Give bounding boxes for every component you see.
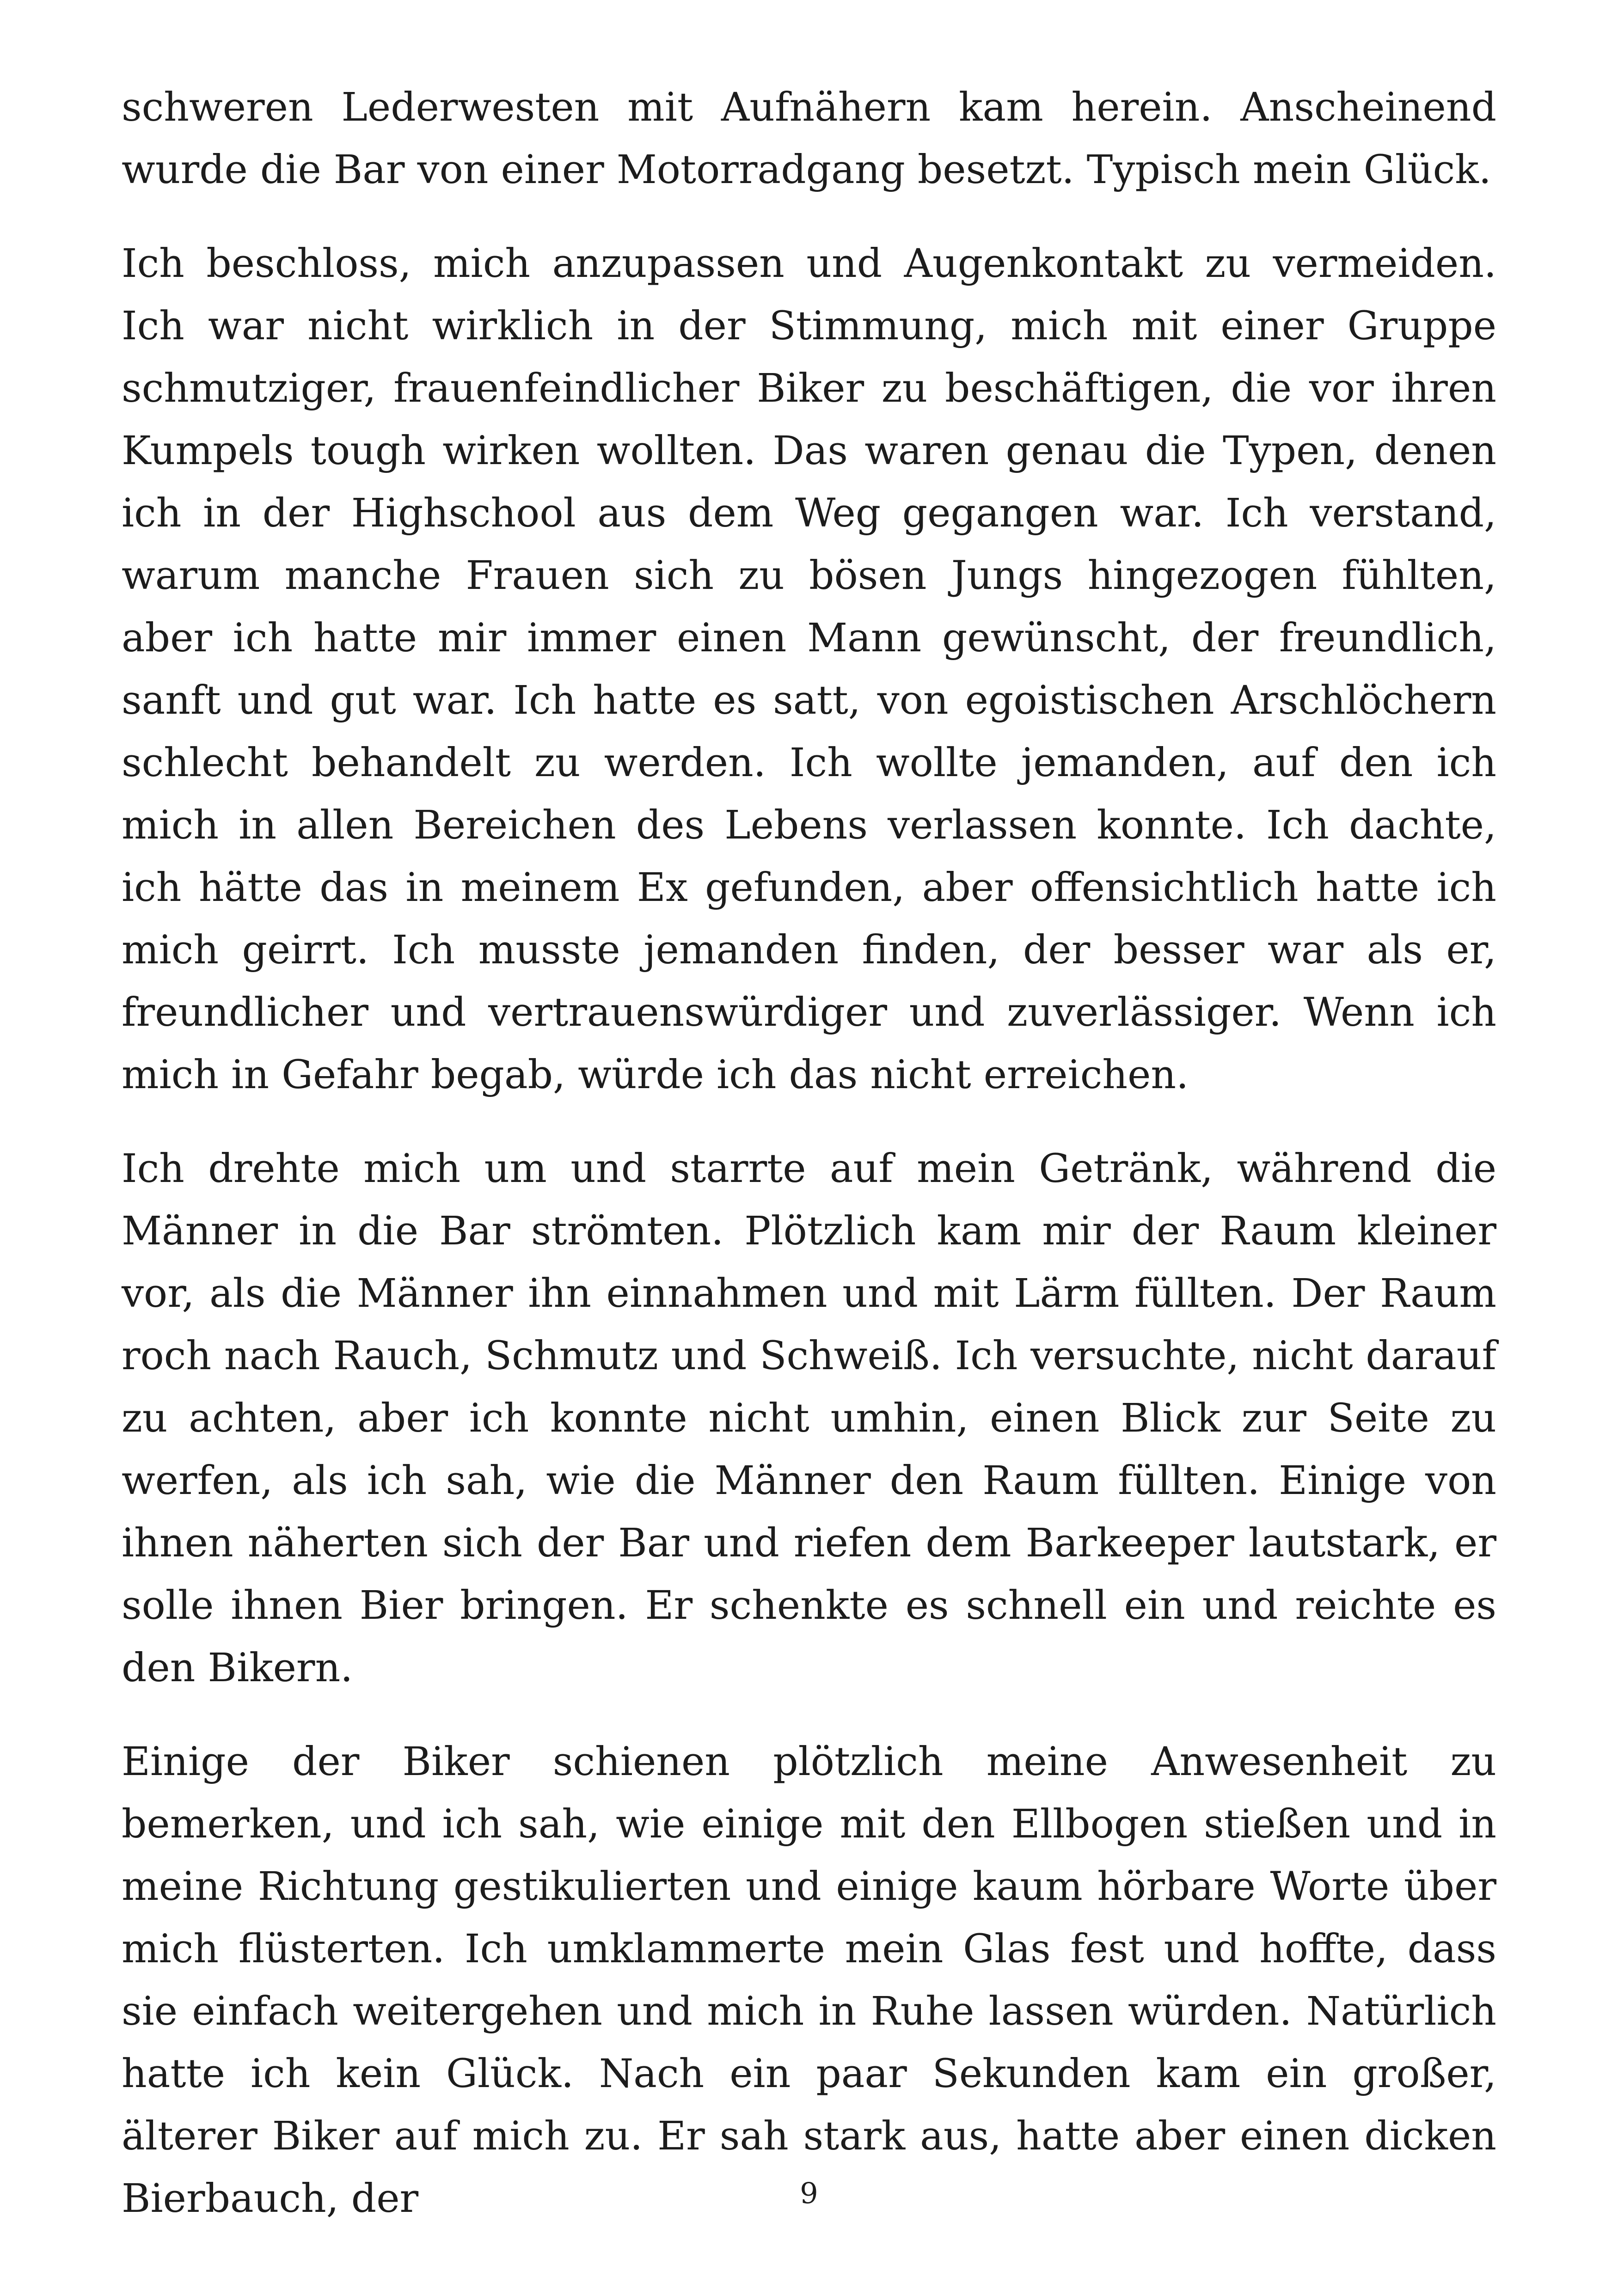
paragraph-3: Ich drehte mich um und starrte auf mein Getränk, während die Männer in die Bar strömten. Plötzlich kam mir der Raum kleiner vor, als die Männer ihn einnahmen und mit Lärm füllten. Der Raum roch nach Rauch, Schmutz und Schweiß. Ich versuchte, nicht darauf zu achten, aber ich konnte nicht umhin, einen Blick zur Seite zu werfen, als ich sah, wie die Männer den Raum füllten. Einige von ihnen näherten sich der Bar und riefen dem Barkeeper lautstark, er solle ihnen Bier bringen. Er schenkte es schnell ein und reichte es den Bikern. xyxy=(122,1146,1496,1691)
page-number: 9 xyxy=(800,2176,818,2210)
paragraph-1: schweren Lederwesten mit Aufnähern kam herein. Anscheinend wurde die Bar von einer Motorradgang besetzt. Typisch mein Glück. xyxy=(122,85,1496,193)
paragraph-2: Ich beschloss, mich anzupassen und Augenkontakt zu vermeiden. Ich war nicht wirklich in der Stimmung, mich mit einer Gruppe schmutziger, frauenfeindlicher Biker zu beschäftigen, die vor ihren Kumpels tough wirken wollten. Das waren genau die Typen, denen ich in der Highschool aus dem Weg gegangen war. Ich verstand, warum manche Frauen sich zu bösen Jungs hingezogen fühlten, aber ich hatte mir immer einen Mann gewünscht, der freundlich, sanft und gut war. Ich hatte es satt, von egoistischen Arschlöchern schlecht behandelt zu werden. Ich wollte jemanden, auf den ich mich in allen Bereichen des Lebens verlassen konnte. Ich dachte, ich hätte das in meinem Ex gefunden, aber offensichtlich hatte ich mich geirrt. Ich musste jemanden finden, der besser war als er, freundlicher und vertrauenswürdiger und zuverlässiger. Wenn ich mich in Gefahr begab, würde ich das nicht erreichen. xyxy=(122,241,1496,1098)
paragraph-4: Einige der Biker schienen plötzlich meine Anwesenheit zu bemerken, und ich sah, wie einige mit den Ellbogen stießen und in meine Richtung gestikulierten und einige kaum hörbare Worte über mich flüsterten. Ich umklammerte mein Glas fest und hoffte, dass sie einfach weitergehen und mich in Ruhe lassen würden. Natürlich hatte ich kein Glück. Nach ein paar Sekunden kam ein großer, älterer Biker auf mich zu. Er sah stark aus, hatte aber einen dicken Bierbauch, der xyxy=(122,1739,1496,2222)
body-text xyxy=(122,76,1496,2261)
